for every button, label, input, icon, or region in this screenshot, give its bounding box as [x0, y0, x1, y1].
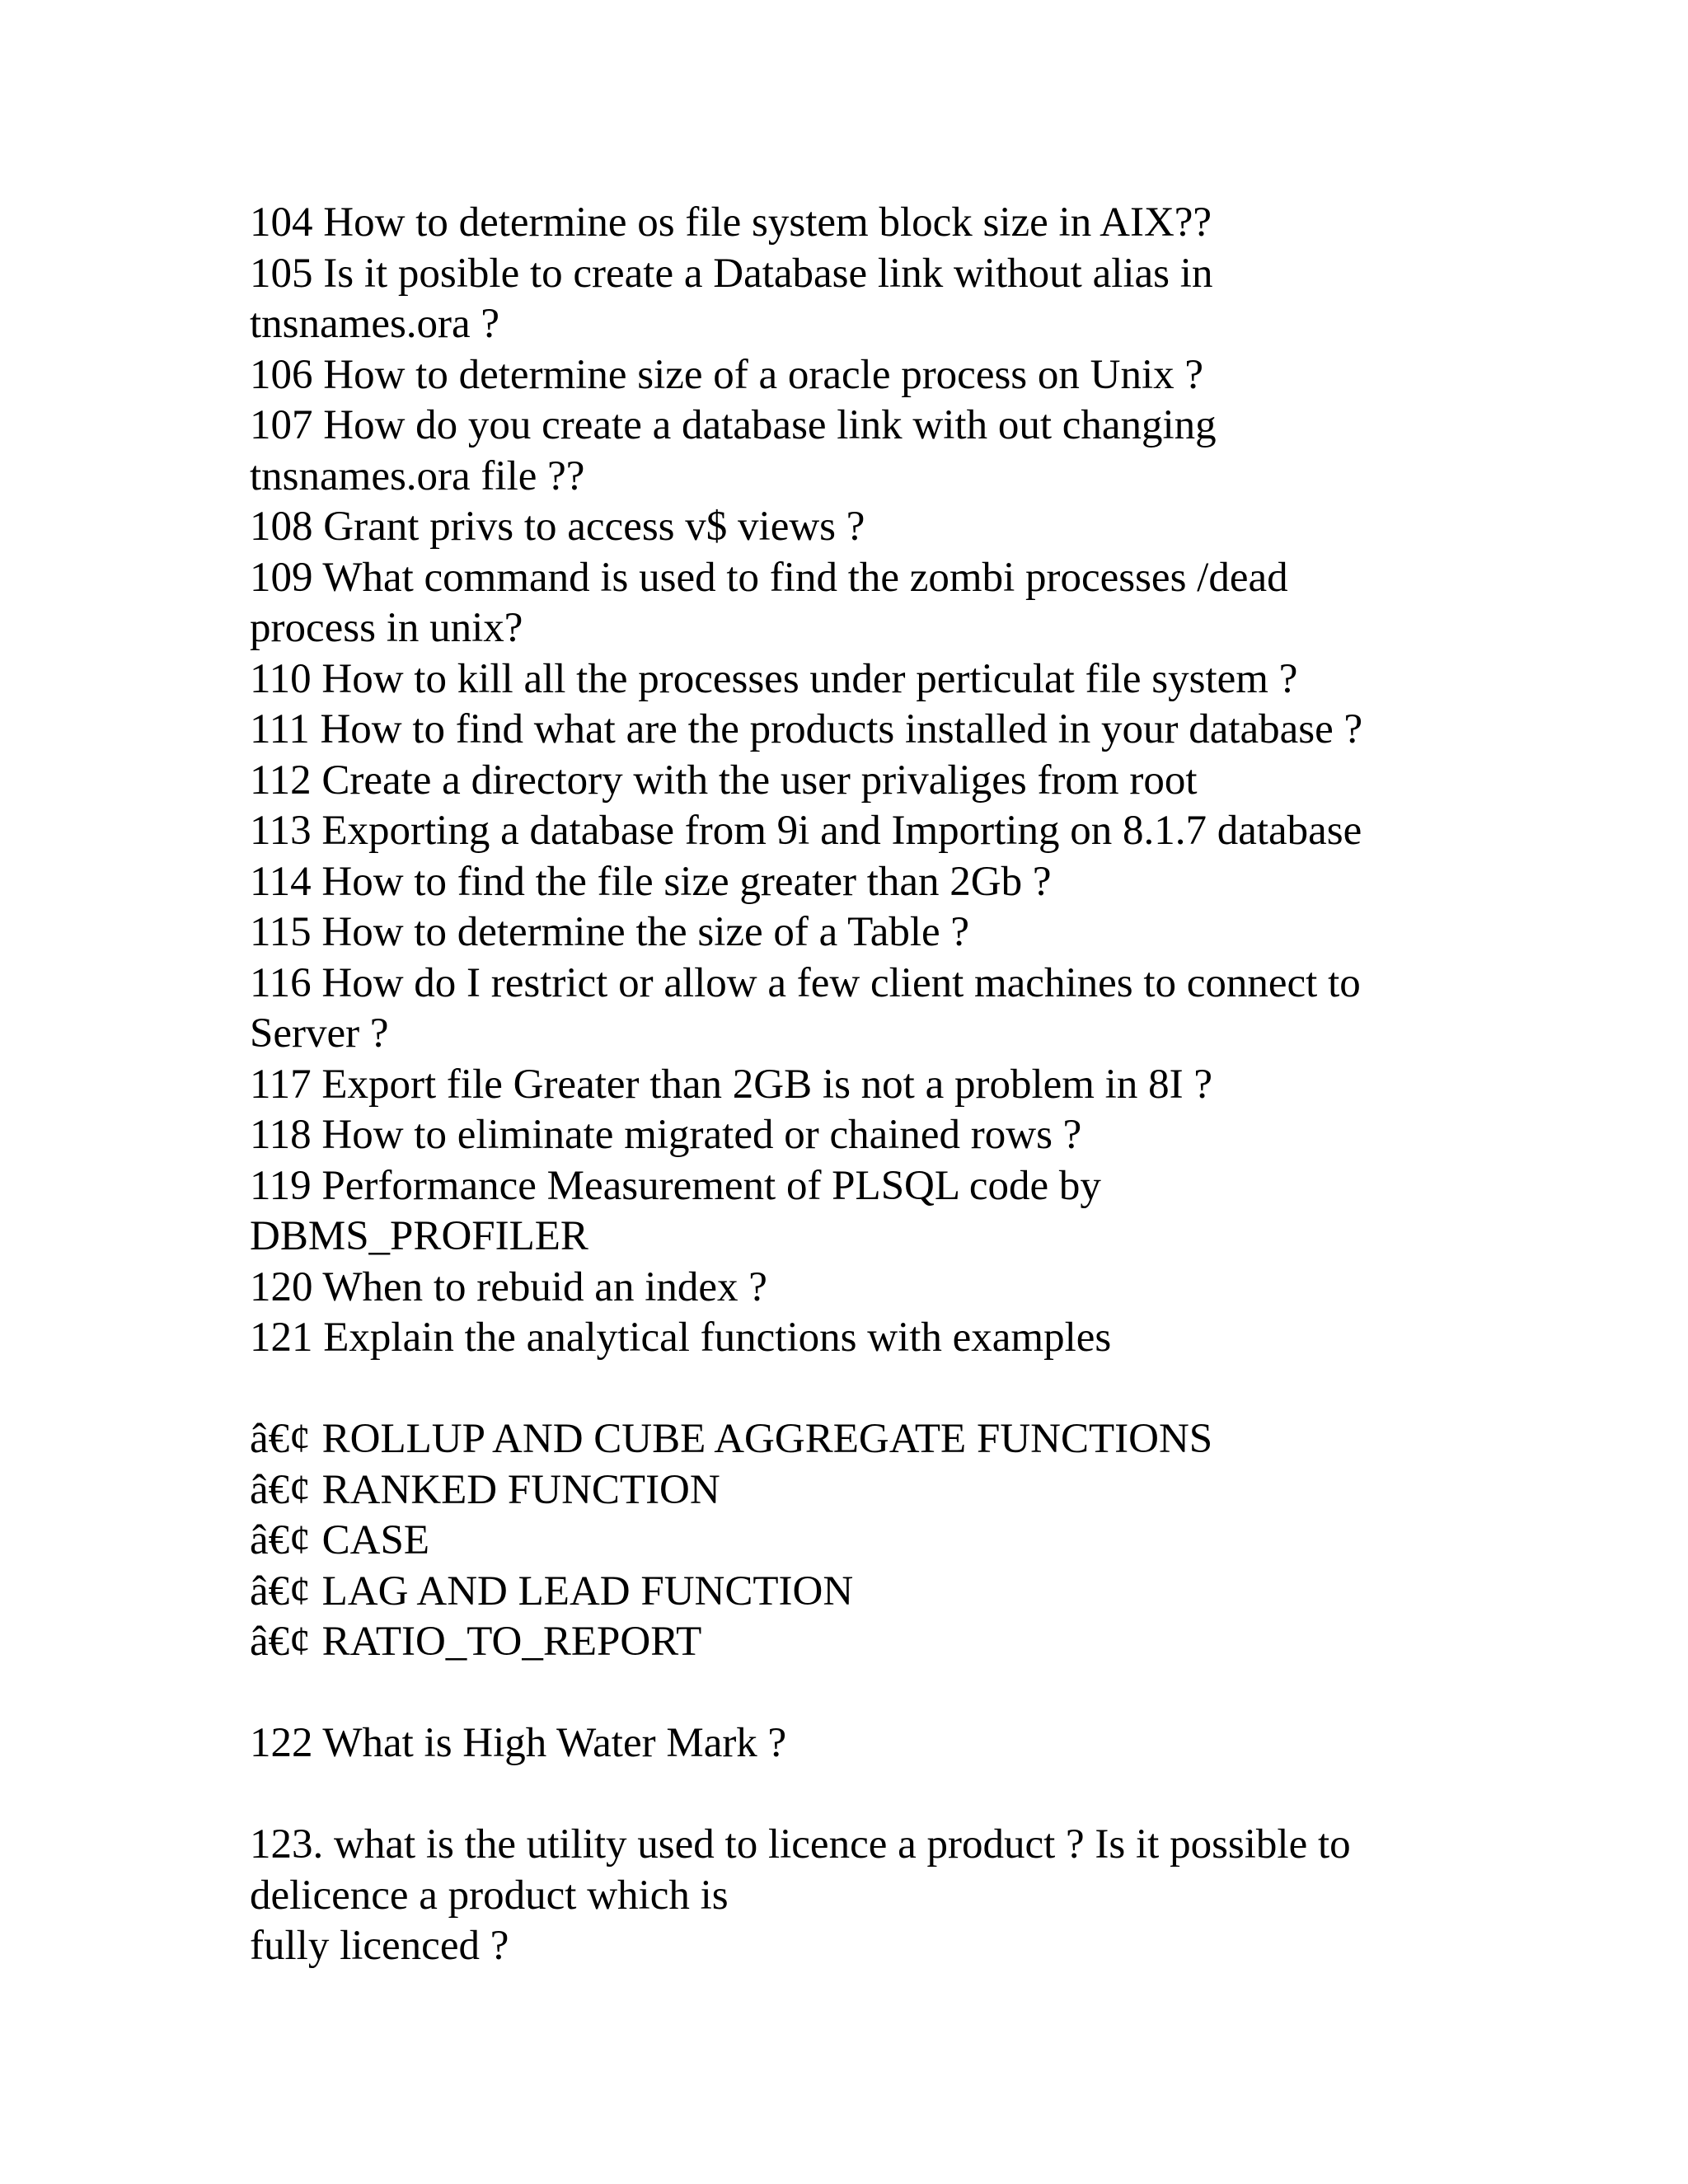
text-line: delicence a product which is	[250, 1872, 729, 1919]
text-line: 117 Export file Greater than 2GB is not a problem in 8I ?	[250, 1061, 1212, 1108]
document-text	[250, 198, 1453, 1972]
text-line: 104 How to determine os file system block size in AIX??	[250, 199, 1212, 246]
bullet-text: LAG AND LEAD FUNCTION	[321, 1568, 854, 1615]
text-line: 105 Is it posible to create a Database link without alias in	[250, 250, 1213, 297]
bullet-item	[250, 1465, 1453, 1516]
text-line: 122 What is High Water Mark ?	[250, 1720, 787, 1766]
text-line: 114 How to find the file size greater than 2Gb ?	[250, 858, 1052, 905]
text-line: tnsnames.ora ?	[250, 301, 500, 347]
text-line: 109 What command is used to find the zombi processes /dead	[250, 554, 1288, 601]
text-line: 116 How do I restrict or allow a few client machines to connect to	[250, 959, 1361, 1006]
text-line: 121 Explain the analytical functions with examples	[250, 1315, 1112, 1361]
text-line: 108 Grant privs to access v$ views ?	[250, 504, 865, 550]
bullet-marker: â€¢	[250, 1619, 311, 1665]
text-line: 115 How to determine the size of a Table ?	[250, 909, 970, 955]
bullet-text: RANKED FUNCTION	[321, 1466, 720, 1513]
text-line: 110 How to kill all the processes under perticulat file system ?	[250, 655, 1298, 702]
text-line: tnsnames.ora file ??	[250, 452, 585, 499]
text-line: 111 How to find what are the products installed in your database ?	[250, 706, 1363, 752]
text-line: 120 When to rebuid an index ?	[250, 1263, 767, 1310]
bullet-marker: â€¢	[250, 1466, 311, 1513]
blank-line	[250, 1364, 1453, 1415]
text-line: 123. what is the utility used to licence a product ? Is it possible to	[250, 1821, 1351, 1868]
bullet-text: ROLLUP AND CUBE AGGREGATE FUNCTIONS	[321, 1416, 1213, 1462]
text-line: DBMS_PROFILER	[250, 1213, 588, 1259]
text-line: 119 Performance Measurement of PLSQL code by	[250, 1162, 1101, 1209]
text-line: 118 How to eliminate migrated or chained rows ?	[250, 1112, 1082, 1158]
bullet-marker: â€¢	[250, 1416, 311, 1462]
text-line: process in unix?	[250, 605, 523, 651]
text-line: 107 How do you create a database link with out changing	[250, 402, 1217, 448]
text-line: Server ?	[250, 1010, 389, 1057]
bullet-item	[250, 1516, 1453, 1567]
blank-line	[250, 1769, 1453, 1821]
bullet-item	[250, 1567, 1453, 1618]
bullet-marker: â€¢	[250, 1517, 311, 1563]
bullet-item	[250, 1414, 1453, 1465]
blank-line	[250, 1668, 1453, 1719]
text-line: 106 How to determine size of a oracle process on Unix ?	[250, 351, 1204, 398]
bullet-marker: â€¢	[250, 1568, 311, 1615]
text-line: 112 Create a directory with the user privaliges from root	[250, 757, 1198, 804]
bullet-item	[250, 1617, 1453, 1668]
bullet-text: RATIO_TO_REPORT	[321, 1619, 702, 1665]
bullet-text: CASE	[321, 1517, 430, 1563]
text-line: fully licenced ?	[250, 1923, 509, 1969]
text-line: 113 Exporting a database from 9i and Importing on 8.1.7 database	[250, 808, 1362, 854]
